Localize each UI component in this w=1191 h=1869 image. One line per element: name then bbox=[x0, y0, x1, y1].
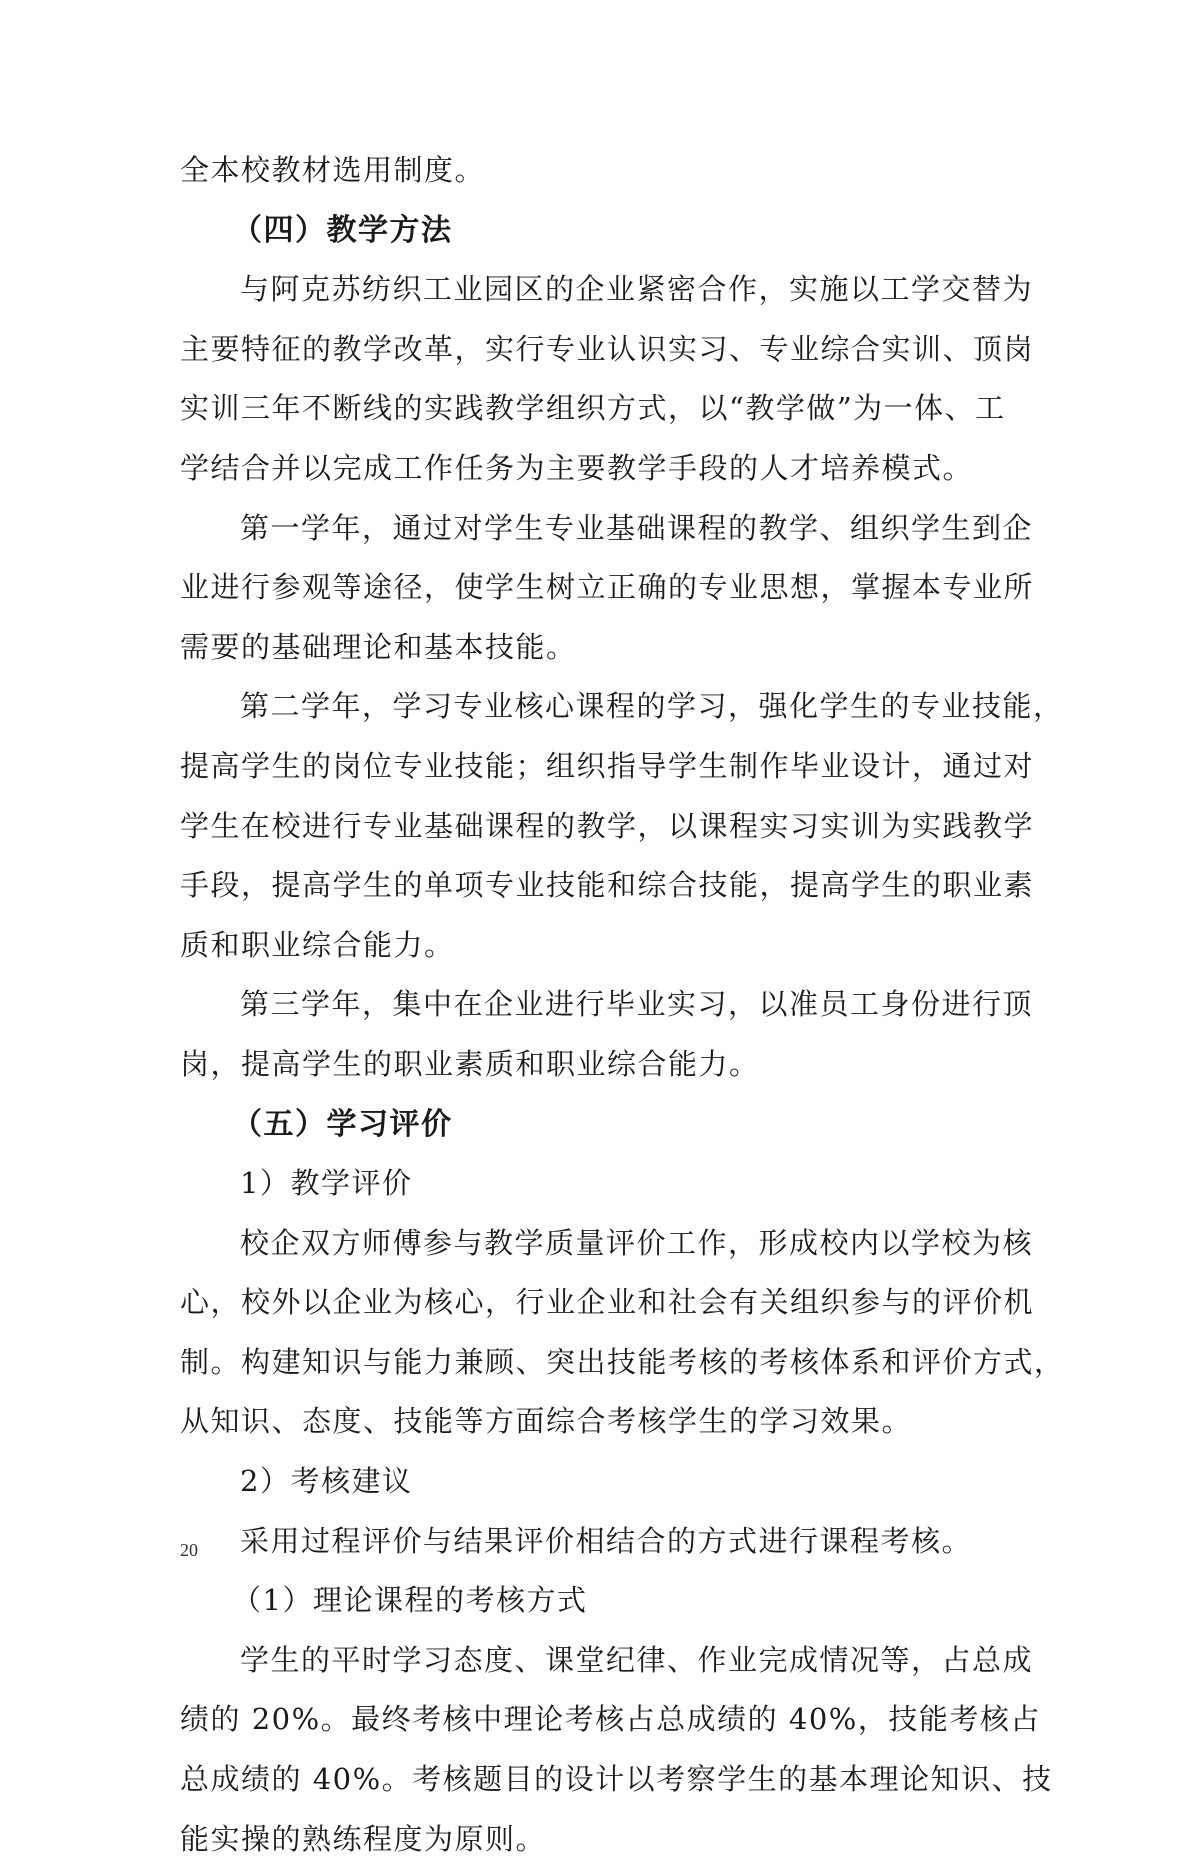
paragraph-line: 学生的平时学习态度、课堂纪律、作业完成情况等，占总成 bbox=[240, 1642, 1034, 1677]
paragraph-line: 业进行参观等途径，使学生树立正确的专业思想，掌握本专业所 bbox=[180, 570, 1035, 605]
paragraph-line: 主要特征的教学改革，实行专业认识实习、专业综合实训、顶岗 bbox=[180, 331, 1035, 366]
paragraph-line: 绩的 20%。最终考核中理论考核占总成绩的 40%，技能考核占 bbox=[180, 1702, 1041, 1737]
paragraph-line: 学结合并以完成工作任务为主要教学手段的人才培养模式。 bbox=[180, 450, 974, 485]
page-number: 20 bbox=[180, 1540, 198, 1560]
paragraph-line: 实训三年不断线的实践教学组织方式，以“教学做”为一体、工 bbox=[180, 391, 1006, 426]
paragraph-line: 需要的基础理论和基本技能。 bbox=[180, 629, 577, 664]
paragraph-line: 校企双方师傅参与教学质量评价工作，形成校内以学校为核 bbox=[240, 1225, 1034, 1260]
paragraph-line: 全本校教材选用制度。 bbox=[180, 153, 486, 187]
subheading-teaching-evaluation: 1）教学评价 bbox=[240, 1166, 413, 1201]
paragraph-line: 质和职业综合能力。 bbox=[180, 927, 455, 962]
paragraph-line: 总成绩的 40%。考核题目的设计以考察学生的基本理论知识、技 bbox=[180, 1762, 1053, 1797]
paragraph-line: 第二学年，学习专业核心课程的学习，强化学生的专业技能， bbox=[240, 689, 1064, 724]
section-heading-learning-evaluation: （五）学习评价 bbox=[232, 1106, 453, 1142]
paragraph-line: 提高学生的岗位专业技能；组织指导学生制作毕业设计，通过对 bbox=[180, 748, 1035, 783]
paragraph-line: 制。构建知识与能力兼顾、突出技能考核的考核体系和评价方式， bbox=[180, 1344, 1065, 1379]
paragraph-line: 第三学年，集中在企业进行毕业实习，以准员工身份进行顶 bbox=[240, 987, 1034, 1022]
section-heading-teaching-methods: （四）教学方法 bbox=[232, 212, 453, 248]
paragraph-line: 采用过程评价与结果评价相结合的方式进行课程考核。 bbox=[240, 1523, 973, 1558]
paragraph-line: 能实操的熟练程度为原则。 bbox=[180, 1821, 547, 1856]
paragraph-line: 手段，提高学生的单项专业技能和综合技能，提高学生的职业素 bbox=[180, 868, 1035, 903]
paragraph-line: 第一学年，通过对学生专业基础课程的教学、组织学生到企 bbox=[240, 510, 1034, 545]
subheading-assessment-suggestions: 2）考核建议 bbox=[240, 1464, 413, 1499]
paragraph-line: 与阿克苏纺织工业园区的企业紧密合作，实施以工学交替为 bbox=[240, 272, 1034, 307]
paragraph-line: 岗，提高学生的职业素质和职业综合能力。 bbox=[180, 1046, 760, 1081]
paragraph-line: 从知识、态度、技能等方面综合考核学生的学习效果。 bbox=[180, 1404, 913, 1439]
paragraph-line: 心，校外以企业为核心，行业企业和社会有关组织参与的评价机 bbox=[180, 1285, 1035, 1320]
paragraph-line: 学生在校进行专业基础课程的教学，以课程实习实训为实践教学 bbox=[180, 808, 1035, 843]
subheading-theory-assessment: （1）理论课程的考核方式 bbox=[232, 1583, 588, 1618]
page-body bbox=[180, 141, 1065, 1869]
